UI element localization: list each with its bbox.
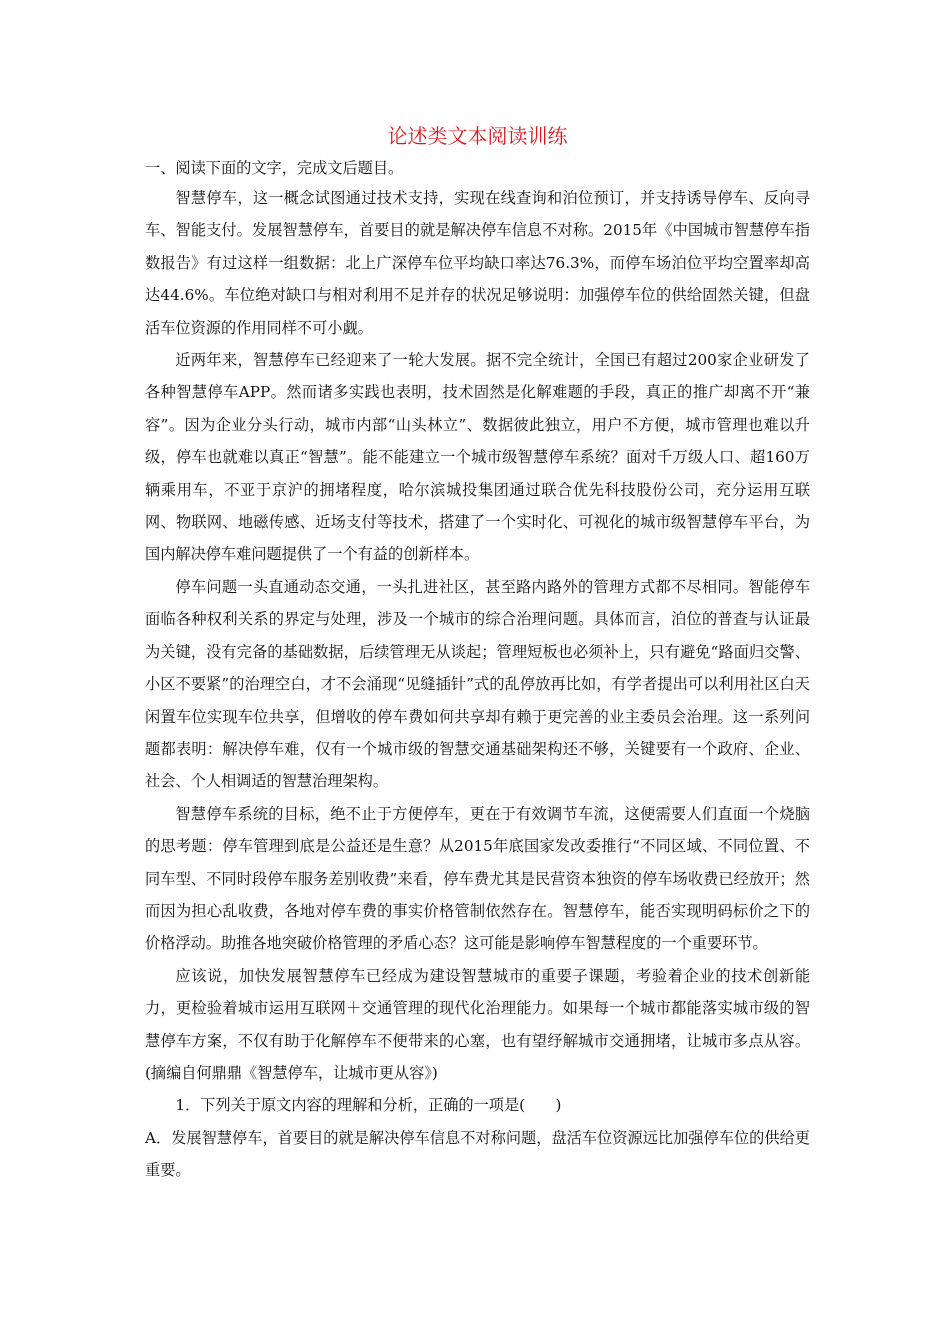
question-1: 1．下列关于原文内容的理解和分析，正确的一项是( ) bbox=[175, 1096, 562, 1115]
option-a: A．发展智慧停车，首要目的就是解决停车信息不对称问题，盘活车位资源远比加强停车位的供给更重要。 bbox=[145, 1128, 810, 1180]
document-title: 论述类文本阅读训练 bbox=[387, 124, 568, 148]
section-heading: 一、阅读下面的文字，完成文后题目。 bbox=[145, 159, 404, 177]
paragraph-5: 应该说，加快发展智慧停车已经成为建设智慧城市的重要子课题，考验着企业的技术创新能力，更检验着城市运用互联网＋交通管理的现代化治理能力。如果每一个城市都能落实城市级的智慧停车方案，不仅有助于化解停车不便带来的心塞，也有望纾解城市交通拥堵，让城市多点从容。(摘编自何鼎鼎《智慧停车，让城市更从容》) bbox=[145, 966, 810, 1082]
paragraph-2: 近两年来，智慧停车已经迎来了一轮大发展。据不完全统计，全国已有超过200家企业研发了各种智慧停车APP。然而诸多实践也表明，技术固然是化解难题的手段，真正的推广却离不开“兼容”。因为企业分头行动，城市内部“山头林立”、数据彼此独立，用户不方便，城市管理也难以升级，停车也就难以真正“智慧”。能不能建立一个城市级智慧停车系统？面对千万级人口、超160万辆乘用车，不亚于京沪的拥堵程度，哈尔滨城投集团通过联合优先科技股份公司，充分运用互联网、物联网、地磁传感、近场支付等技术，搭建了一个实时化、可视化的城市级智慧停车平台，为国内解决停车难问题提供了一个有益的创新样本。 bbox=[145, 351, 810, 564]
paragraph-3: 停车问题一头直通动态交通，一头扎进社区，甚至路内路外的管理方式都不尽相同。智能停车面临各种权利关系的界定与处理，涉及一个城市的综合治理问题。具体而言，泊位的普查与认证最为关键，没有完备的基础数据，后续管理无从谈起；管理短板也必须补上，只有避免“路面归交警、小区不要紧”的治理空白，才不会涌现“见缝插针”式的乱停放再比如，有学者提出可以利用社区白天闲置车位实现车位共享，但增收的停车费如何共享却有赖于更完善的业主委员会治理。这一系列问题都表明：解决停车难，仅有一个城市级的智慧交通基础架构还不够，关键要有一个政府、企业、社会、个人相调适的智慧治理架构。 bbox=[145, 577, 810, 791]
document-page bbox=[145, 118, 810, 1187]
paragraph-4: 智慧停车系统的目标，绝不止于方便停车，更在于有效调节车流，这便需要人们直面一个烧脑的思考题：停车管理到底是公益还是生意？从2015年底国家发改委推行“不同区域、不同位置、不同车型、不同时段停车服务差别收费”来看，停车费尤其是民营资本独资的停车场收费已经放开；然而因为担心乱收费，各地对停车费的事实价格管制依然存在。智慧停车，能否实现明码标价之下的价格浮动。助推各地突破价格管理的矛盾心态？这可能是影响停车智慧程度的一个重要环节。 bbox=[145, 804, 810, 953]
paragraph-1: 智慧停车，这一概念试图通过技术支持，实现在线查询和泊位预订，并支持诱导停车、反向寻车、智能支付。发展智慧停车，首要目的就是解决停车信息不对称。2015年《中国城市智慧停车指数报告》有过这样一组数据：北上广深停车位平均缺口率达76.3%，而停车场泊位平均空置率却高达44.6%。车位绝对缺口与相对利用不足并存的状况足够说明：加强停车位的供给固然关键，但盘活车位资源的作用同样不可小觑。 bbox=[145, 189, 810, 337]
